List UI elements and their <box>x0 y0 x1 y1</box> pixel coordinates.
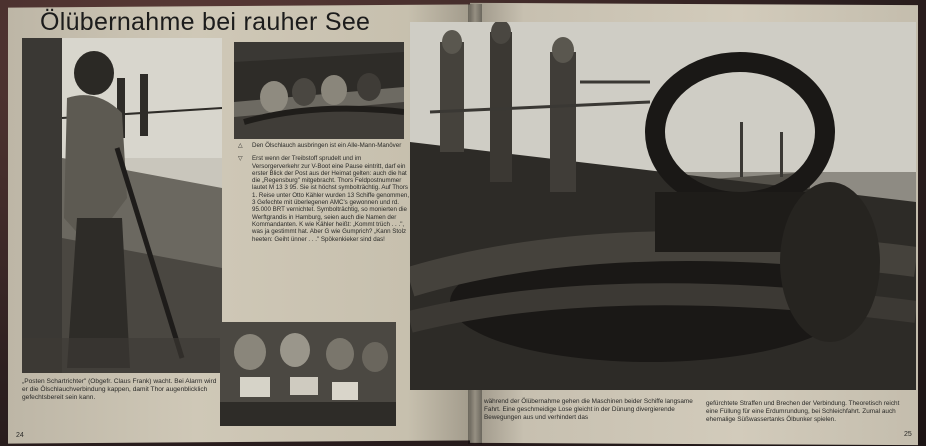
photo-crew-mail <box>220 322 396 426</box>
photo-crew-hose <box>234 42 404 139</box>
caption-right-col1: während der Ölübernahme gehen die Maschinen beider Schiffe langsame Fahrt. Eine geschmeidige Lose gleicht in der Dünung divergierende Bewegungen aus und verhindert das <box>484 398 693 421</box>
caption-bottom-text: Erst wenn der Treibstoff sprudelt und im Versorgerverkehr zur V-Boot eine Pause eintritt, darf ein erster Blick der Post aus der Heimat gelten: auch die hat die „Regensburg" mitgebracht. Thors Feldpostnummer lautet M 13 3 95. Sie ist höchst symbolträchtig. Auf Thors 1. Reise unter Otto Kähler wurden 13 Schiffe genommen, 3 Gefechte mit überlegenen AMC's gewonnen und rd. 95.000 BRT vernichtet. Symbolträchtig, so monierten die Werftgrandis in Hamburg, seien auch die Namen der Kommandanten. K wie Kähler heißt: „Kommt trüch . . .", was ja gestimmt hat. Aber G wie Gumprich? „Kann Stolz heeten: Geiht ünner . . ." Spökenkieker sind das! <box>252 155 410 243</box>
page-number-left: 24 <box>16 432 24 439</box>
caption-bottom-marker: ▽ <box>238 155 243 163</box>
caption-top-text: Den Ölschlauch ausbringen ist ein Alle-Mann-Manöver <box>252 142 402 149</box>
photo-ship-deck-ring <box>410 22 916 390</box>
caption-bottom <box>238 155 410 243</box>
caption-top-marker: △ <box>238 142 243 149</box>
caption-top <box>238 142 410 149</box>
caption-right-col2: gefürchtete Straffen und Brechen der Verbindung. Theoretisch reicht eine Füllung für eine Erdumrundung, bei Schleichfahrt. Zumal auch ehemalige Süßwassertanks Ölbunker spielen. <box>706 400 900 423</box>
page-number-right: 25 <box>904 431 912 438</box>
caption-block-mid <box>238 142 410 249</box>
photo-sailor-lookout <box>22 38 222 373</box>
page-title: Ölübernahme bei rauher See <box>40 8 371 36</box>
caption-left-bottom: „Posten Schartrichter" (Obgefr. Claus Frank) wacht. Bei Alarm wird er die Ölschlauchverbindung kappen, damit Thor augenblicklich gefechtsbereit sein kann. <box>22 378 217 401</box>
